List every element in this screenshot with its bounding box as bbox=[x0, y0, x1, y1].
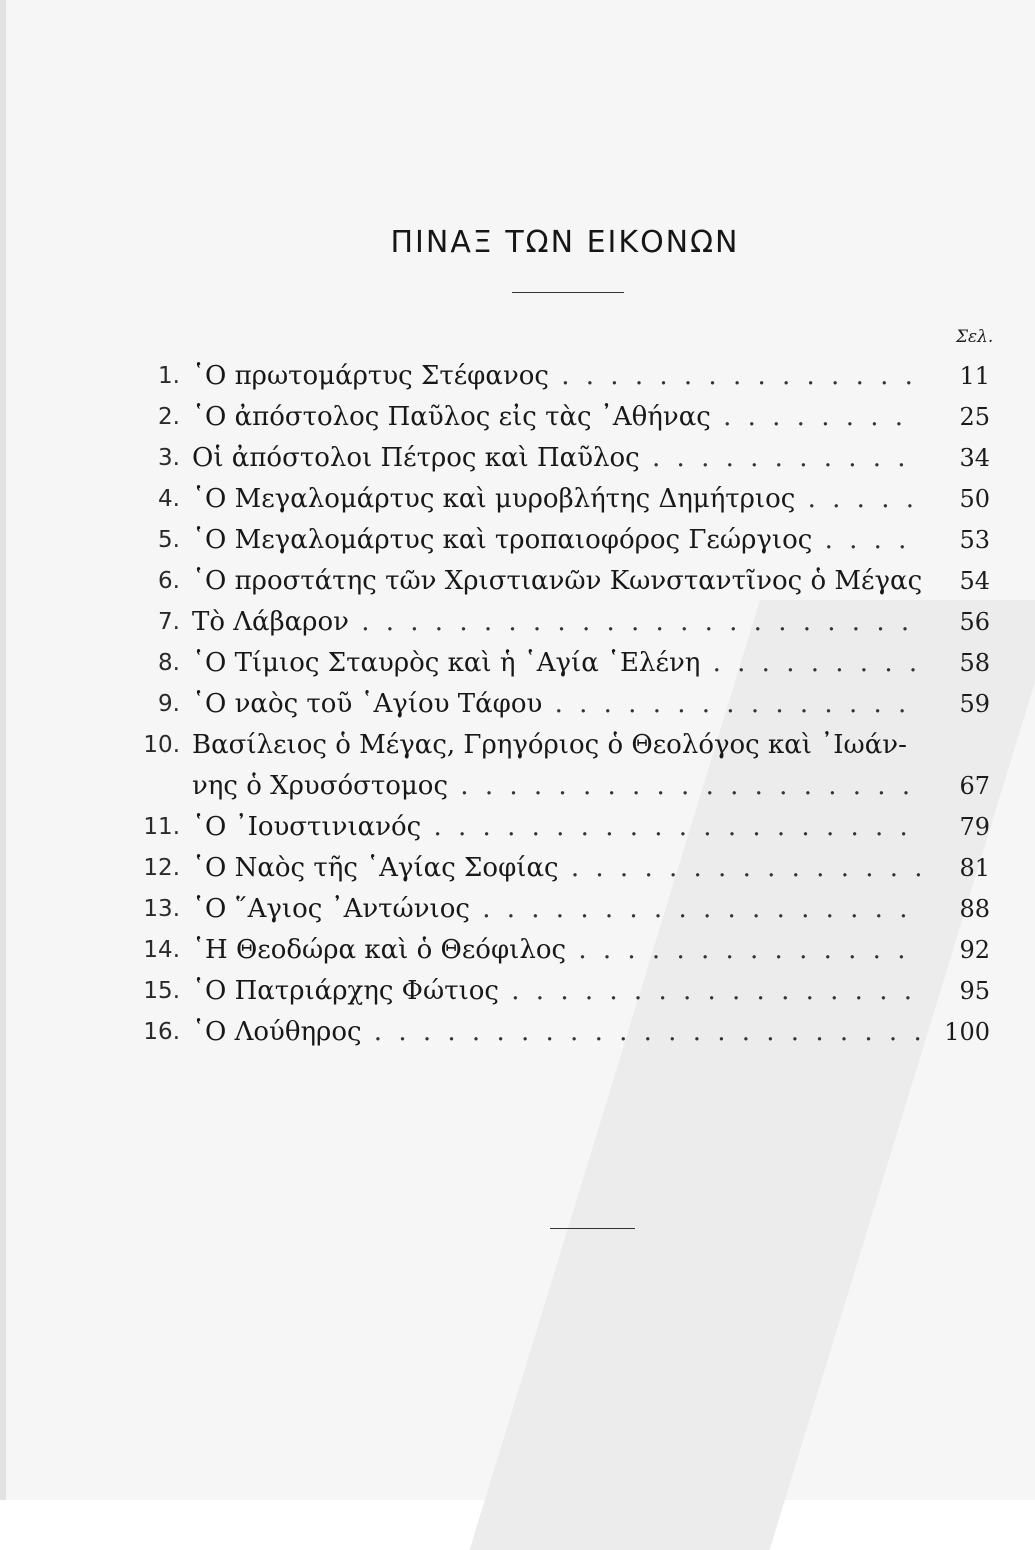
entry-title: ῾Η Θεοδώρα καὶ ὁ Θεόφιλος . . . bbox=[192, 930, 920, 971]
entry-number: 16. bbox=[143, 1019, 180, 1045]
entry-page: 11 bbox=[959, 362, 990, 390]
toc-entry bbox=[130, 725, 990, 766]
table-of-contents bbox=[130, 356, 990, 1053]
toc-entry bbox=[130, 971, 990, 1012]
entry-title: Βασίλειος ὁ Μέγας, Γρηγόριος ὁ Θεολόγος καὶ ᾿Ιωάν- bbox=[192, 730, 907, 760]
toc-entry bbox=[130, 684, 990, 725]
entry-title: ῾Ο Μεγαλομάρτυς καὶ μυροβλήτης Δημήτριος . . . bbox=[192, 479, 920, 520]
entry-title: ῾Ο ῞Αγιος ᾿Αντώνιος . . . bbox=[192, 889, 920, 930]
toc-entry bbox=[130, 479, 990, 520]
end-divider bbox=[550, 1228, 635, 1229]
toc-entry bbox=[130, 602, 990, 643]
page-column-label: Σελ. bbox=[956, 327, 994, 347]
toc-entry-continuation bbox=[130, 766, 990, 807]
entry-number: 4. bbox=[158, 486, 180, 512]
entry-page: 67 bbox=[959, 772, 990, 800]
entry-title: ῾Ο προστάτης τῶν Χριστιανῶν Κωνσταντῖνος ὁ Μέγας . . . bbox=[192, 561, 930, 602]
entry-page: 95 bbox=[959, 977, 990, 1005]
entry-number: 10. bbox=[143, 732, 180, 758]
toc-entry bbox=[130, 1012, 990, 1053]
toc-entry bbox=[130, 889, 990, 930]
toc-entry bbox=[130, 643, 990, 684]
entry-number: 9. bbox=[158, 691, 180, 717]
entry-page: 54 bbox=[959, 567, 990, 595]
entry-page: 50 bbox=[959, 485, 990, 513]
entry-number: 2. bbox=[158, 404, 180, 430]
entry-title: ῾Ο Τίμιος Σταυρὸς καὶ ἡ ῾Αγία ῾Ελένη . . . bbox=[192, 643, 920, 684]
toc-entry bbox=[130, 356, 990, 397]
entry-page: 34 bbox=[959, 444, 990, 472]
entry-number: 5. bbox=[158, 527, 180, 553]
entry-title: ῾Ο Ναὸς τῆς ῾Αγίας Σοφίας . . . bbox=[192, 848, 920, 889]
page-title: ΠΙΝΑΞ ΤΩΝ ΕΙΚΟΝΩΝ bbox=[390, 225, 740, 260]
entry-title: ῾Ο ναὸς τοῦ ῾Αγίου Τάφου . . . bbox=[192, 684, 920, 725]
entry-page: 25 bbox=[959, 403, 990, 431]
entry-page: 79 bbox=[959, 813, 990, 841]
toc-entry bbox=[130, 561, 990, 602]
entry-number: 7. bbox=[158, 609, 180, 635]
entry-title: ῾Ο Μεγαλομάρτυς καὶ τροπαιοφόρος Γεώργιος . . . bbox=[192, 520, 920, 561]
entry-number: 6. bbox=[158, 568, 180, 594]
entry-page: 81 bbox=[959, 854, 990, 882]
entry-title: ῾Ο ἀπόστολος Παῦλος εἰς τὰς ᾿Αθήνας . . . bbox=[192, 397, 920, 438]
entry-number: 14. bbox=[143, 937, 180, 963]
entry-title-continuation: νης ὁ Χρυσόστομος . . . bbox=[192, 766, 920, 807]
toc-entry bbox=[130, 397, 990, 438]
toc-entry bbox=[130, 930, 990, 971]
entry-page: 92 bbox=[959, 936, 990, 964]
entry-number: 11. bbox=[143, 814, 180, 840]
entry-page: 100 bbox=[944, 1018, 990, 1046]
entry-title: ῾Ο Πατριάρχης Φώτιος . . . bbox=[192, 971, 920, 1012]
title-divider bbox=[512, 292, 624, 293]
entry-page: 58 bbox=[959, 649, 990, 677]
entry-page: 59 bbox=[959, 690, 990, 718]
entry-number: 3. bbox=[158, 445, 180, 471]
entry-page: 88 bbox=[959, 895, 990, 923]
entry-number: 1. bbox=[158, 363, 180, 389]
entry-page: 53 bbox=[959, 526, 990, 554]
toc-entry bbox=[130, 520, 990, 561]
entry-title: ῾Ο Λούθηρος . . . bbox=[192, 1012, 920, 1053]
entry-title: ῾Ο πρωτομάρτυς Στέφανος . . . bbox=[192, 356, 920, 397]
toc-entry bbox=[130, 848, 990, 889]
entry-title: Οἱ ἀπόστολοι Πέτρος καὶ Παῦλος . . . bbox=[192, 438, 920, 479]
entry-number: 13. bbox=[143, 896, 180, 922]
entry-page: 56 bbox=[959, 608, 990, 636]
entry-title: Τὸ Λάβαρον . . . bbox=[192, 602, 920, 643]
entry-number: 15. bbox=[143, 978, 180, 1004]
toc-entry bbox=[130, 438, 990, 479]
toc-entry bbox=[130, 807, 990, 848]
entry-number: 12. bbox=[143, 855, 180, 881]
entry-title: ῾Ο ᾿Ιουστινιανός . . . bbox=[192, 807, 920, 848]
entry-number: 8. bbox=[158, 650, 180, 676]
